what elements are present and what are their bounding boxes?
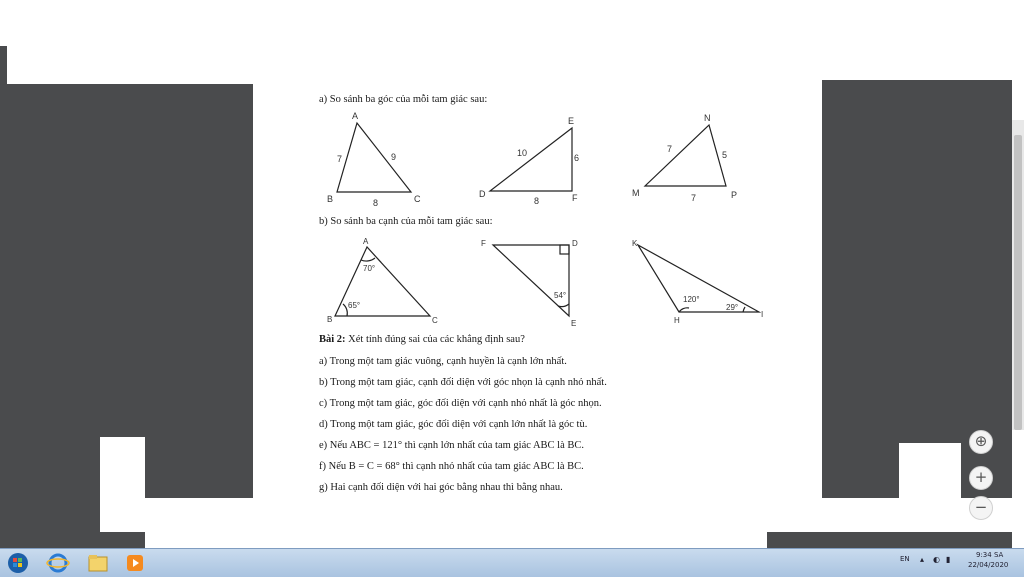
label-I: I (761, 310, 764, 319)
label-B2: B (327, 315, 333, 324)
bai2-title: Bài 2: (319, 334, 346, 345)
side-ab: 7 (337, 154, 343, 164)
network-icon[interactable]: ▮ (946, 555, 951, 564)
label-B: B (327, 194, 334, 204)
bottom-left-dark (0, 498, 100, 532)
label-E2: E (571, 319, 577, 328)
language-indicator[interactable]: EN (900, 555, 910, 563)
angle-A: 70° (363, 264, 376, 273)
left-white-block-2 (145, 498, 253, 548)
label-M: M (632, 188, 640, 198)
side-ef: 6 (574, 153, 580, 163)
label-D: D (479, 189, 486, 199)
label-F2: F (481, 239, 486, 248)
statement-c: c) Trong một tam giác, góc đối diện với cạnh nhỏ nhất là góc nhọn. (319, 398, 602, 409)
right-white-block (899, 443, 961, 532)
statement-e: e) Nếu ABC = 121° thì cạnh lớn nhất của tam giác ABC là BC. (319, 440, 585, 451)
statement-b: b) Trong một tam giác, cạnh đối diện với góc nhọn là cạnh nhỏ nhất. (319, 377, 607, 388)
label-C2: C (432, 316, 438, 325)
label-F: F (572, 193, 578, 203)
statement-f: f) Nếu B = C = 68° thì cạnh nhỏ nhất của tam giác ABC là BC. (319, 461, 584, 472)
figure-a-triangles (253, 80, 822, 220)
left-white-block (100, 437, 145, 532)
zoom-out-button[interactable]: − (969, 496, 993, 520)
side-ac: 9 (391, 152, 397, 162)
statement-g: g) Hai cạnh đối diện với hai góc bằng nhau thì bằng nhau. (319, 482, 563, 493)
media-player-icon[interactable] (124, 552, 148, 574)
side-mn: 7 (667, 144, 673, 154)
angle-E: 54° (554, 291, 567, 300)
figure-b-triangles (253, 230, 822, 350)
angle-I: 29° (726, 303, 739, 312)
section-b-heading: b) So sánh ba cạnh của mỗi tam giác sau: (319, 216, 493, 227)
power-icon[interactable]: ◐ (933, 555, 940, 564)
left-panel-white-top (7, 46, 253, 84)
side-df: 8 (534, 196, 540, 206)
taskbar (0, 548, 1024, 577)
left-panel (0, 46, 253, 498)
tray-arrow-icon[interactable]: ▴ (920, 555, 925, 564)
start-orb-icon[interactable] (6, 552, 30, 574)
side-de: 10 (517, 148, 528, 158)
label-A: A (352, 111, 359, 121)
bai2-text: Xét tính đúng sai của các khẳng định sau? (348, 334, 525, 345)
scrollbar-thumb[interactable] (1014, 135, 1022, 430)
label-D2: D (572, 239, 578, 248)
statement-d: d) Trong một tam giác, góc đối diện với cạnh lớn nhất là góc tù. (319, 419, 588, 430)
internet-explorer-icon[interactable] (46, 552, 70, 574)
statement-a: a) Trong một tam giác vuông, cạnh huyền là cạnh lớn nhất. (319, 356, 567, 367)
fit-page-button[interactable]: ⊕ (969, 430, 993, 454)
file-explorer-icon[interactable] (86, 552, 110, 574)
label-A2: A (363, 237, 369, 246)
angle-B: 65° (348, 301, 361, 310)
angle-H: 120° (683, 295, 700, 304)
label-E: E (568, 116, 575, 126)
label-P: P (731, 190, 738, 200)
clock-time[interactable]: 9:34 SA (976, 551, 1004, 559)
clock-date[interactable]: 22/04/2020 (968, 561, 1009, 569)
label-K: K (632, 239, 638, 248)
side-np: 5 (722, 150, 728, 160)
label-N: N (704, 113, 711, 123)
side-mp: 7 (691, 193, 697, 203)
bottom-right-dark (767, 532, 1012, 548)
zoom-in-button[interactable]: + (969, 466, 993, 490)
section-a-heading: a) So sánh ba góc của mỗi tam giác sau: (319, 94, 488, 105)
label-H: H (674, 316, 680, 325)
bottom-left-dark-2 (0, 532, 145, 548)
right-panel-white-top (822, 46, 1012, 80)
bai2-line (319, 334, 525, 345)
side-bc: 8 (373, 198, 379, 208)
document-page (253, 80, 822, 498)
label-C: C (414, 194, 421, 204)
